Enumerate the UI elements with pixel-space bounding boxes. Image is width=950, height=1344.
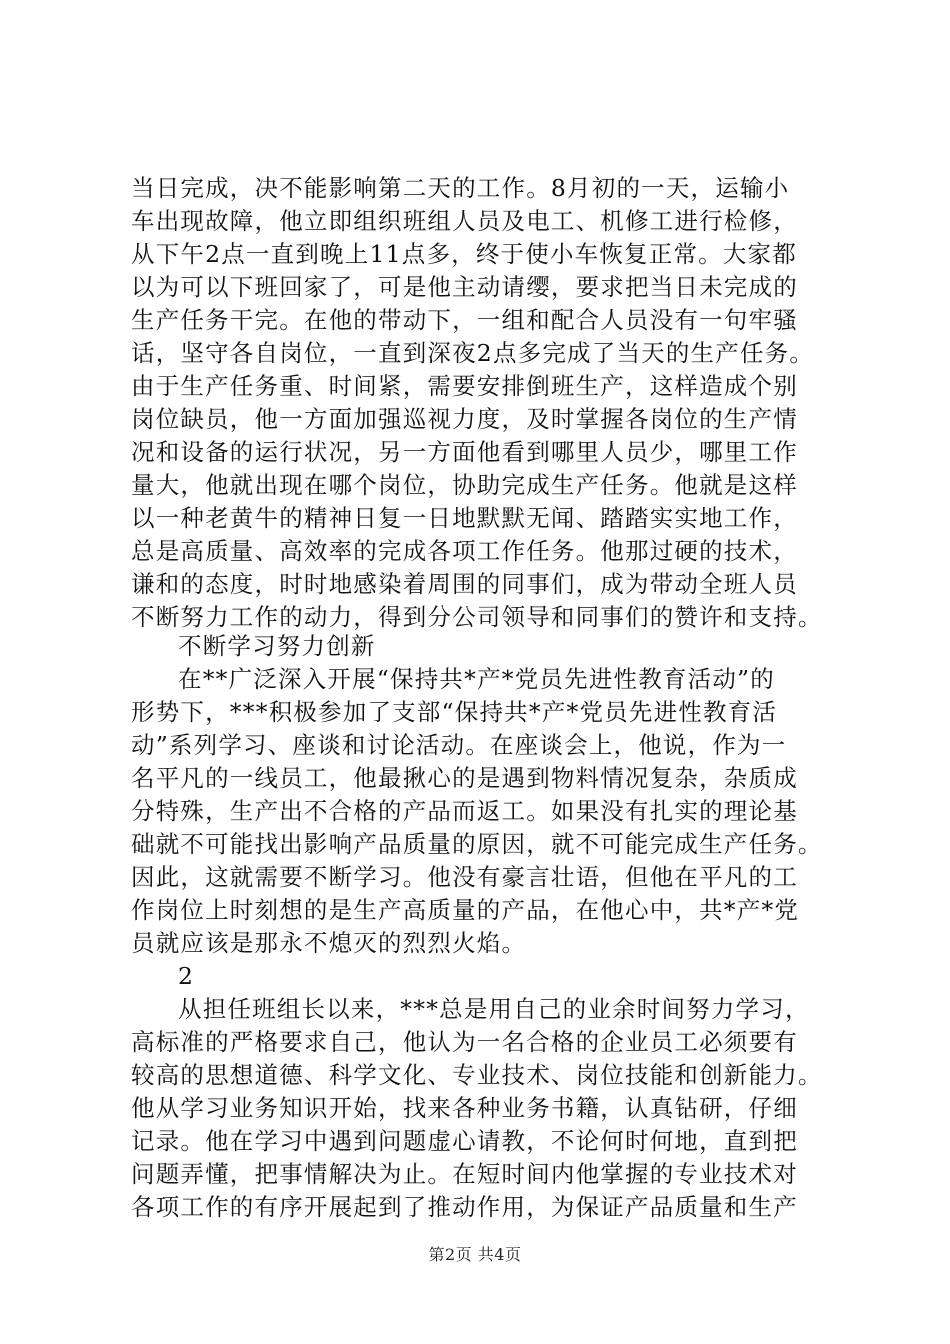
text-line: 当日完成，决不能影响第二天的工作。8月初的一天，运输小 — [131, 174, 790, 202]
text-line: 量大，他就出现在哪个岗位，协助完成生产任务。他就是这样 — [131, 471, 798, 499]
text-line: 车出现故障，他立即组织班组人员及电工、机修工进行检修， — [131, 207, 798, 235]
text-line: 谦和的态度，时时地感染着周围的同事们，成为带动全班人员 — [131, 570, 798, 598]
page-marker: 2 — [178, 962, 195, 990]
text-line: 以一种老黄牛的精神日复一日地默默无闻、踏踏实实地工作， — [131, 504, 798, 532]
text-line: 以为可以下班回家了，可是他主动请缨，要求把当日未完成的 — [131, 273, 798, 301]
text-line: 岗位缺员，他一方面加强巡视力度，及时掌握各岗位的生产情 — [131, 405, 798, 433]
text-line: 作岗位上时刻想的是生产高质量的产品，在他心中，共*产*党 — [131, 896, 800, 924]
text-line: 在**广泛深入开展“保持共*产*党员先进性教育活动”的 — [178, 665, 775, 693]
text-line: 高标准的严格要求自己，他认为一名合格的企业员工必须要有 — [131, 1028, 798, 1056]
text-line: 名平凡的一线员工，他最揪心的是遇到物料情况复杂，杂质成 — [131, 764, 798, 792]
text-line: 较高的思想道德、科学文化、专业技术、岗位技能和创新能力。 — [131, 1061, 823, 1089]
text-line: 员就应该是那永不熄灭的烈烈火焰。 — [131, 929, 527, 957]
text-line: 不断努力工作的动力，得到分公司领导和同事们的赞许和支持。 — [131, 603, 823, 631]
section-block — [131, 630, 851, 1224]
text-line: 话，坚守各自岗位，一直到深夜2点多完成了当天的生产任务。 — [131, 339, 815, 367]
text-line: 础就不可能找出影响产品质量的原因，就不可能完成生产任务。 — [131, 830, 823, 858]
page-footer: 第2页 共4页 — [428, 1245, 522, 1264]
text-line: 况和设备的运行状况，另一方面他看到哪里人员少，哪里工作 — [131, 438, 798, 466]
text-line: 问题弄懂，把事情解决为止。在短时间内他掌握的专业技术对 — [131, 1160, 798, 1188]
text-line: 动”系列学习、座谈和讨论活动。在座谈会上，他说，作为一 — [131, 731, 787, 759]
text-line: 由于生产任务重、时间紧，需要安排倒班生产，这样造成个别 — [131, 372, 798, 400]
text-line: 总是高质量、高效率的完成各项工作任务。他那过硬的技术， — [131, 537, 798, 565]
text-line: 分特殊，生产出不合格的产品而返工。如果没有扎实的理论基 — [131, 797, 798, 825]
paragraph-a — [131, 172, 851, 634]
text-line: 因此，这就需要不断学习。他没有豪言壮语，但他在平凡的工 — [131, 863, 798, 891]
section-heading: 不断学习努力创新 — [178, 632, 376, 660]
text-line: 记录。他在学习中遇到问题虚心请教，不论何时何地，直到把 — [131, 1127, 798, 1155]
text-line: 各项工作的有序开展起到了推动作用，为保证产品质量和生产 — [131, 1193, 798, 1221]
text-line: 从担任班组长以来，***总是用自己的业余时间努力学习， — [178, 995, 810, 1023]
text-line: 生产任务干完。在他的带动下，一组和配合人员没有一句牢骚 — [131, 306, 798, 334]
text-line: 形势下，***积极参加了支部“保持共*产*党员先进性教育活 — [131, 698, 778, 726]
text-line: 他从学习业务知识开始，找来各种业务书籍，认真钻研，仔细 — [131, 1094, 798, 1122]
text-line: 从下午2点一直到晚上11点多，终于使小车恢复正常。大家都 — [131, 240, 797, 268]
